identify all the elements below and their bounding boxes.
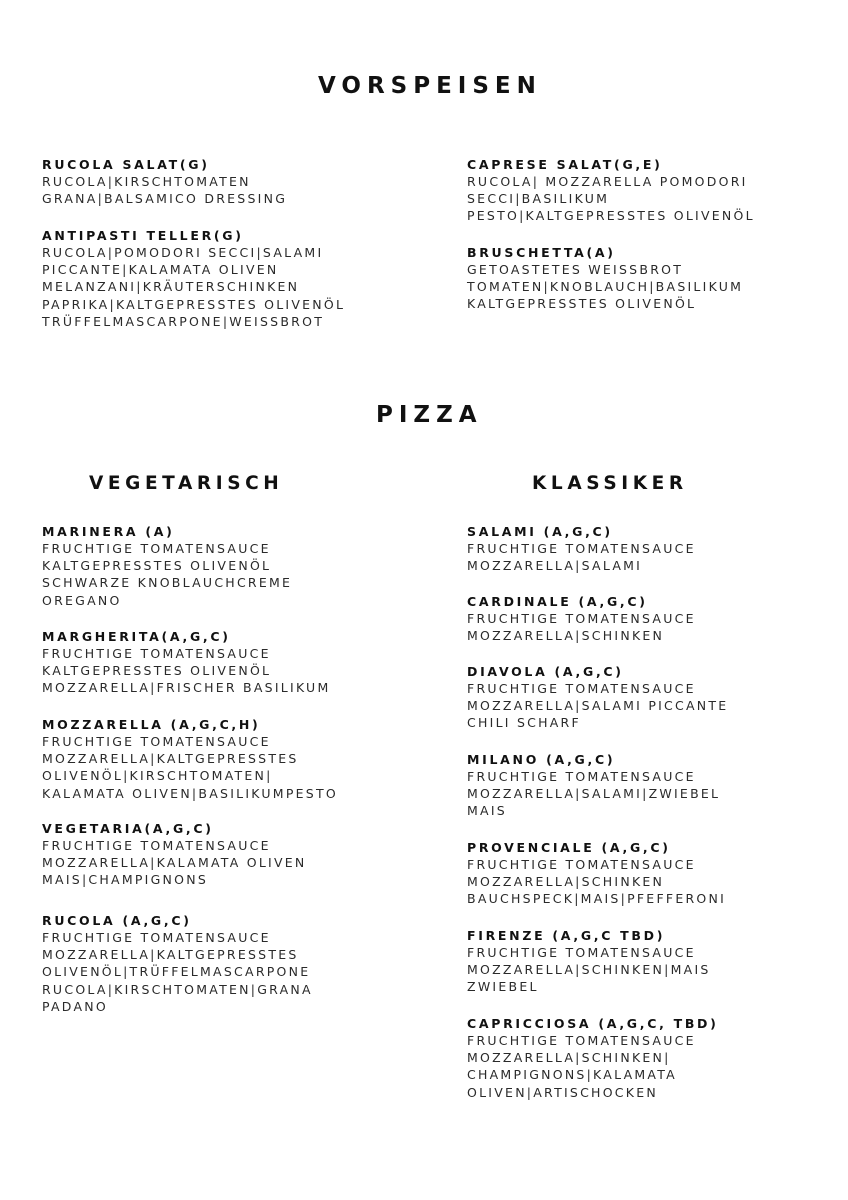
menu-item-name: RUCOLA (A,G,C) bbox=[42, 913, 192, 928]
menu-item-description: KALTGEPRESSTES OLIVENÖL bbox=[467, 296, 697, 312]
menu-item-description: MOZZARELLA|SCHINKEN| bbox=[467, 1050, 671, 1066]
menu-item-name: SALAMI (A,G,C) bbox=[467, 524, 613, 539]
menu-item-description: FRUCHTIGE TOMATENSAUCE bbox=[42, 541, 271, 556]
menu-item-description: OREGANO bbox=[42, 592, 122, 608]
menu-item-description: FRUCHTIGE TOMATENSAUCE bbox=[467, 857, 696, 872]
menu-item-description: OLIVEN|ARTISCHOCKEN bbox=[467, 1084, 658, 1100]
menu-item-name: PROVENCIALE (A,G,C) bbox=[467, 840, 671, 855]
menu-item-name: MOZZARELLA (A,G,C,H) bbox=[42, 717, 261, 732]
menu-item-description: TOMATEN|KNOBLAUCH|BASILIKUM bbox=[467, 279, 744, 295]
menu-item bbox=[467, 523, 696, 574]
menu-item bbox=[42, 716, 338, 802]
menu-item-description: MOZZARELLA|SCHINKEN bbox=[467, 874, 665, 890]
menu-item-description: PADANO bbox=[42, 998, 108, 1014]
menu-item-description: RUCOLA| MOZZARELLA POMODORI bbox=[467, 174, 748, 189]
menu-item-description: MOZZARELLA|SALAMI PICCANTE bbox=[467, 698, 729, 714]
menu-item-name: RUCOLA SALAT(G) bbox=[42, 157, 210, 172]
menu-item bbox=[467, 244, 743, 313]
menu-item-description: MOZZARELLA|KALTGEPRESSTES bbox=[42, 751, 299, 767]
menu-item-description: RUCOLA|KIRSCHTOMATEN|GRANA bbox=[42, 981, 313, 997]
menu-item-name: FIRENZE (A,G,C TBD) bbox=[467, 928, 666, 943]
menu-item-description: FRUCHTIGE TOMATENSAUCE bbox=[42, 646, 271, 661]
menu-item bbox=[467, 593, 696, 644]
menu-item bbox=[42, 628, 331, 697]
menu-item bbox=[42, 820, 307, 889]
menu-item-name: VEGETARIA(A,G,C) bbox=[42, 821, 214, 836]
menu-item-name: BRUSCHETTA(A) bbox=[467, 245, 616, 260]
menu-item-description: FRUCHTIGE TOMATENSAUCE bbox=[467, 611, 696, 626]
menu-item bbox=[467, 927, 711, 996]
menu-item-description: GETOASTETES WEISSBROT bbox=[467, 262, 684, 277]
menu-item bbox=[467, 751, 720, 820]
menu-item-description: MOZZARELLA|SALAMI bbox=[467, 558, 643, 574]
menu-item bbox=[42, 912, 313, 1015]
menu-item-description: FRUCHTIGE TOMATENSAUCE bbox=[467, 681, 696, 696]
menu-item-description: OLIVENÖL|KIRSCHTOMATEN| bbox=[42, 768, 273, 784]
menu-item-description: PICCANTE|KALAMATA OLIVEN bbox=[42, 262, 279, 278]
menu-item-description: BAUCHSPECK|MAIS|PFEFFERONI bbox=[467, 891, 727, 907]
menu-item-description: SECCI|BASILIKUM bbox=[467, 191, 610, 207]
menu-item-description: MOZZARELLA|SALAMI|ZWIEBEL bbox=[467, 786, 721, 802]
menu-item-name: CARDINALE (A,G,C) bbox=[467, 594, 648, 609]
section-title-pizza: PIZZA bbox=[376, 402, 483, 428]
menu-item-description: OLIVENÖL|TRÜFFELMASCARPONE bbox=[42, 964, 311, 980]
menu-item-description: KALTGEPRESSTES OLIVENÖL bbox=[42, 558, 272, 574]
menu-item bbox=[467, 839, 726, 908]
menu-item-description: MOZZARELLA|KALTGEPRESSTES bbox=[42, 947, 299, 963]
menu-item-description: FRUCHTIGE TOMATENSAUCE bbox=[467, 769, 696, 784]
subsection-title-vegetarisch: VEGETARISCH bbox=[89, 473, 284, 494]
menu-item-description: TRÜFFELMASCARPONE|WEISSBROT bbox=[42, 313, 325, 329]
menu-item bbox=[42, 156, 287, 207]
menu-item-description: MOZZARELLA|SCHINKEN bbox=[467, 628, 665, 644]
menu-item-description: KALAMATA OLIVEN|BASILIKUMPESTO bbox=[42, 785, 338, 801]
menu-item-description: MOZZARELLA|KALAMATA OLIVEN bbox=[42, 855, 307, 871]
menu-item bbox=[42, 523, 292, 609]
menu-item-description: FRUCHTIGE TOMATENSAUCE bbox=[42, 734, 271, 749]
menu-item-description: CHILI SCHARF bbox=[467, 715, 581, 731]
menu-item-name: DIAVOLA (A,G,C) bbox=[467, 664, 624, 679]
menu-item-name: MARGHERITA(A,G,C) bbox=[42, 629, 231, 644]
menu-item bbox=[467, 1015, 719, 1101]
menu-item-description: MOZZARELLA|FRISCHER BASILIKUM bbox=[42, 680, 331, 696]
menu-item-name: MARINERA (A) bbox=[42, 524, 175, 539]
menu-item bbox=[42, 227, 345, 330]
menu-item-description: FRUCHTIGE TOMATENSAUCE bbox=[42, 838, 271, 853]
menu-item-name: CAPRESE SALAT(G,E) bbox=[467, 157, 663, 172]
menu-item-description: FRUCHTIGE TOMATENSAUCE bbox=[467, 541, 696, 556]
menu-item-description: FRUCHTIGE TOMATENSAUCE bbox=[42, 930, 271, 945]
menu-item-description: ZWIEBEL bbox=[467, 979, 539, 995]
menu-item-description: PAPRIKA|KALTGEPRESSTES OLIVENÖL bbox=[42, 296, 346, 312]
menu-item-description: MOZZARELLA|SCHINKEN|MAIS bbox=[467, 962, 711, 978]
menu-item-name: CAPRICCIOSA (A,G,C, TBD) bbox=[467, 1016, 719, 1031]
menu-item-description: GRANA|BALSAMICO DRESSING bbox=[42, 191, 288, 207]
menu-item-description: FRUCHTIGE TOMATENSAUCE bbox=[467, 1033, 696, 1048]
menu-item bbox=[467, 156, 755, 225]
menu-item-description: MELANZANI|KRÄUTERSCHINKEN bbox=[42, 279, 300, 295]
menu-item-description: SCHWARZE KNOBLAUCHCREME bbox=[42, 575, 293, 591]
menu-item-description: MAIS bbox=[467, 803, 507, 819]
subsection-title-klassiker: KLASSIKER bbox=[532, 473, 688, 494]
menu-item-description: FRUCHTIGE TOMATENSAUCE bbox=[467, 945, 696, 960]
menu-item-description: KALTGEPRESSTES OLIVENÖL bbox=[42, 663, 272, 679]
menu-item-name: MILANO (A,G,C) bbox=[467, 752, 616, 767]
menu-item-description: CHAMPIGNONS|KALAMATA bbox=[467, 1067, 677, 1083]
menu-item-description: RUCOLA|POMODORI SECCI|SALAMI bbox=[42, 245, 324, 260]
menu-item-description: PESTO|KALTGEPRESSTES OLIVENÖL bbox=[467, 208, 755, 224]
section-title-vorspeisen: VORSPEISEN bbox=[318, 73, 542, 99]
menu-item bbox=[467, 663, 728, 732]
menu-item-name: ANTIPASTI TELLER(G) bbox=[42, 228, 244, 243]
menu-item-description: MAIS|CHAMPIGNONS bbox=[42, 872, 209, 888]
menu-item-description: RUCOLA|KIRSCHTOMATEN bbox=[42, 174, 251, 189]
